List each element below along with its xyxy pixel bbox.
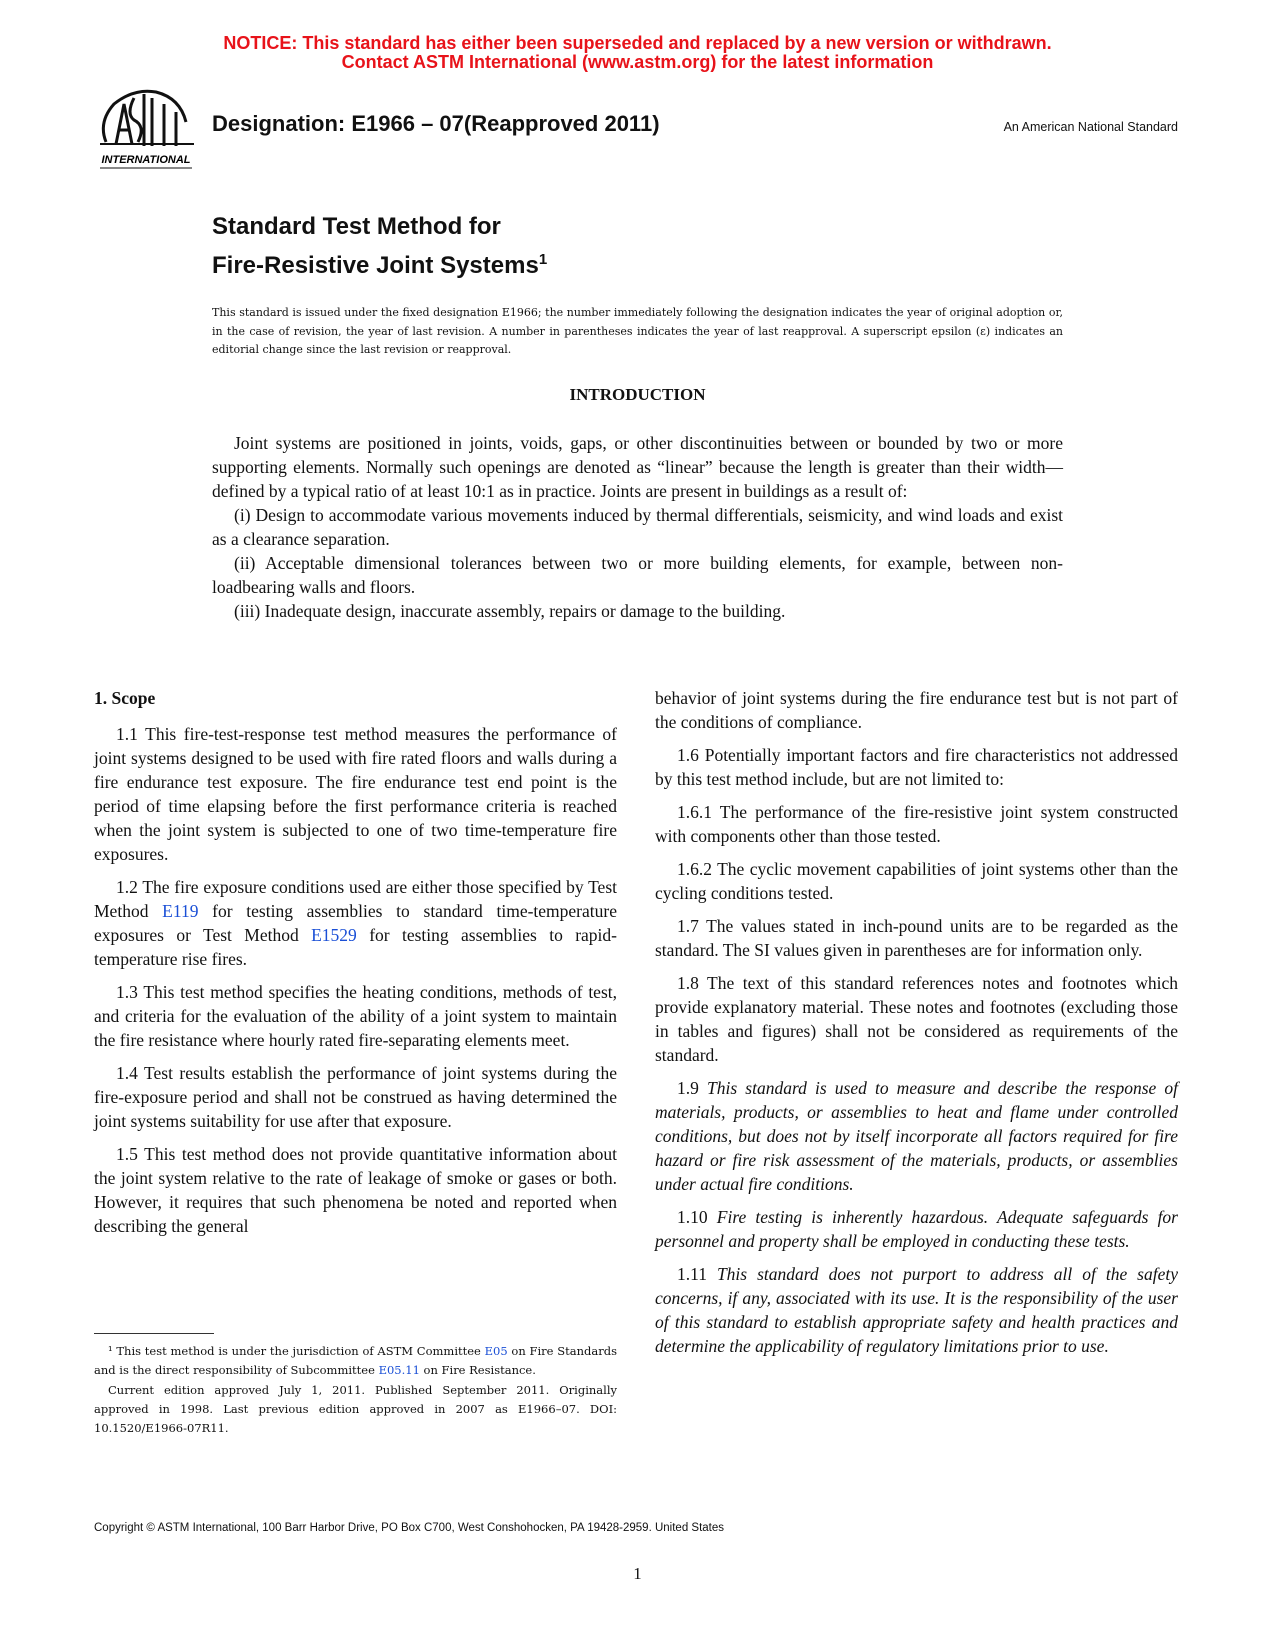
section-1-1: 1.1 This fire-test-response test method measures the performance of joint systems designed to be used with fire rated floors and walls during a fire endurance test exposure. The fire endurance test end point is the period of time elapsing before the first performance criteria is reached when the joint system is subjected to one of two time-temperature fire exposures. [94, 724, 617, 864]
footnote-1-text-a: ¹ This test method is under the jurisdiction of ASTM Committee [108, 1344, 485, 1358]
title-footnote-marker: 1 [538, 251, 548, 268]
intro-paragraph: (i) Design to accommodate various movements induced by thermal differentials, seismicity, and wind loads and exist as a clearance separation. [212, 505, 1063, 549]
right-column [655, 686, 1178, 1367]
footnotes [94, 1342, 617, 1439]
section-1-6-1: 1.6.1 The performance of the fire-resistive joint system constructed with components other than those tested. [655, 802, 1178, 846]
american-national-standard: An American National Standard [1003, 120, 1178, 134]
section-1-6: 1.6 Potentially important factors and fire characteristics not addressed by this test method include, but are not limited to: [655, 745, 1178, 789]
notice-line-1: NOTICE: This standard has either been superseded and replaced by a new version or withdrawn. [223, 33, 1052, 53]
footnote-edition: Current edition approved July 1, 2011. Published September 2011. Originally approved in 1998. Last previous edition approved in 2007 as E1966–07. DOI: 10.1520/E1966-07R11. [94, 1383, 617, 1435]
designation: Designation: E1966 – 07(Reapproved 2011) [212, 111, 660, 136]
title-line-2 [212, 243, 547, 282]
section-1-5: 1.5 This test method does not provide quantitative information about the joint system relative to the rate of leakage of smoke or gases or both. However, it requires that such phenomena be noted and reported when describing the general [94, 1144, 617, 1236]
left-column [94, 686, 617, 1247]
section-1-11-text: This standard does not purport to address all of the safety concerns, if any, associated with its use. It is the responsibility of the user of this standard to establish appropriate safety and health practices and determine the applicability of regulatory limitations prior to use. [655, 1264, 1178, 1356]
footnote-1 [94, 1342, 617, 1380]
withdrawn-notice [0, 34, 1275, 72]
link-e05[interactable]: E05 [484, 1344, 508, 1358]
section-1-9 [655, 1076, 1178, 1196]
title-line-1: Standard Test Method for [212, 213, 501, 240]
footnote-1-text-b: on Fire Standards and is the direct responsibility of Subcommittee [94, 1344, 617, 1377]
section-1-2-text-c: for testing assemblies to rapid-temperature rise fires. [94, 925, 617, 969]
footnote-1-text-c: on Fire Resistance. [419, 1363, 536, 1377]
scope-heading: 1. Scope [94, 688, 156, 708]
page-number: 1 [633, 1564, 642, 1583]
link-e119[interactable]: E119 [162, 901, 199, 921]
intro-paragraph: (iii) Inadequate design, inaccurate assembly, repairs or damage to the building. [234, 601, 786, 621]
section-1-9-text: This standard is used to measure and describe the response of materials, products, or assemblies to heat and flame under controlled conditions, but does not by itself incorporate all factors required for fire hazard or fire risk assessment of the materials, products, or assemblies under actual fire conditions. [655, 1078, 1179, 1194]
notice-line-2: Contact ASTM International (www.astm.org) for the latest information [341, 52, 934, 72]
section-1-8: 1.8 The text of this standard references notes and footnotes which provide explanatory material. These notes and footnotes (excluding those in tables and figures) shall not be considered as requirements of the standard. [655, 973, 1178, 1065]
copyright: Copyright © ASTM International, 100 Barr Harbor Drive, PO Box C700, West Conshohocken, PA 19428-2959. United States [94, 1522, 725, 1534]
section-1-5-continued: behavior of joint systems during the fire endurance test but is not part of the conditions of compliance. [655, 688, 1178, 732]
section-1-7: 1.7 The values stated in inch-pound units are to be regarded as the standard. The SI values given in parentheses are for information only. [655, 916, 1178, 960]
link-e1529[interactable]: E1529 [311, 925, 357, 945]
astm-logo-icon [94, 84, 198, 176]
intro-paragraph: Joint systems are positioned in joints, voids, gaps, or other discontinuities between or bounded by two or more supporting elements. Normally such openings are denoted as “linear” because the length is greater than their width—defined by a typical ratio of at least 10:1 as in practice. Joints are present in buildings as a result of: [212, 433, 1063, 501]
issued-note: This standard is issued under the fixed designation E1966; the number immediately following the designation indicates the year of original adoption or, in the case of revision, the year of last revision. A number in parentheses indicates the year of last reapproval. A superscript epsilon (ε) indicates an editorial change since the last revision or reapproval. [212, 306, 1063, 356]
introduction [212, 431, 1063, 623]
footnote-divider [94, 1333, 214, 1334]
introduction-heading: INTRODUCTION [569, 385, 706, 404]
intro-paragraph: (ii) Acceptable dimensional tolerances between two or more building elements, for example, between non-loadbearing walls and floors. [212, 553, 1063, 597]
section-1-11-number: 1.11 [677, 1264, 717, 1284]
section-1-10 [655, 1205, 1178, 1253]
section-1-11 [655, 1262, 1178, 1358]
astm-logo [94, 84, 198, 176]
title-line-2-text: Fire-Resistive Joint Systems [212, 252, 539, 279]
section-1-4: 1.4 Test results establish the performance of joint systems during the fire-exposure period and shall not be construed as having determined the joint systems suitability for use after that exposure. [94, 1063, 617, 1131]
section-1-2-text-b: for testing assemblies to standard time-temperature exposures or Test Method [94, 901, 617, 945]
section-1-2-text-a: 1.2 The fire exposure conditions used are either those specified by Test Method [94, 877, 617, 921]
section-1-10-number: 1.10 [677, 1207, 717, 1227]
link-e05-11[interactable]: E05.11 [378, 1363, 420, 1377]
section-1-3: 1.3 This test method specifies the heating conditions, methods of test, and criteria for the evaluation of the ability of a joint system to maintain the fire resistance where hourly rated fire-separating elements meet. [94, 982, 617, 1050]
section-1-6-2: 1.6.2 The cyclic movement capabilities of joint systems other than the cycling conditions tested. [655, 859, 1178, 903]
logo-text: INTERNATIONAL [101, 154, 191, 166]
section-1-10-text: Fire testing is inherently hazardous. Adequate safeguards for personnel and property shall be employed in conducting these tests. [655, 1207, 1178, 1251]
section-1-2 [94, 875, 617, 971]
page-title [212, 210, 547, 282]
section-1-9-number: 1.9 [677, 1078, 707, 1098]
